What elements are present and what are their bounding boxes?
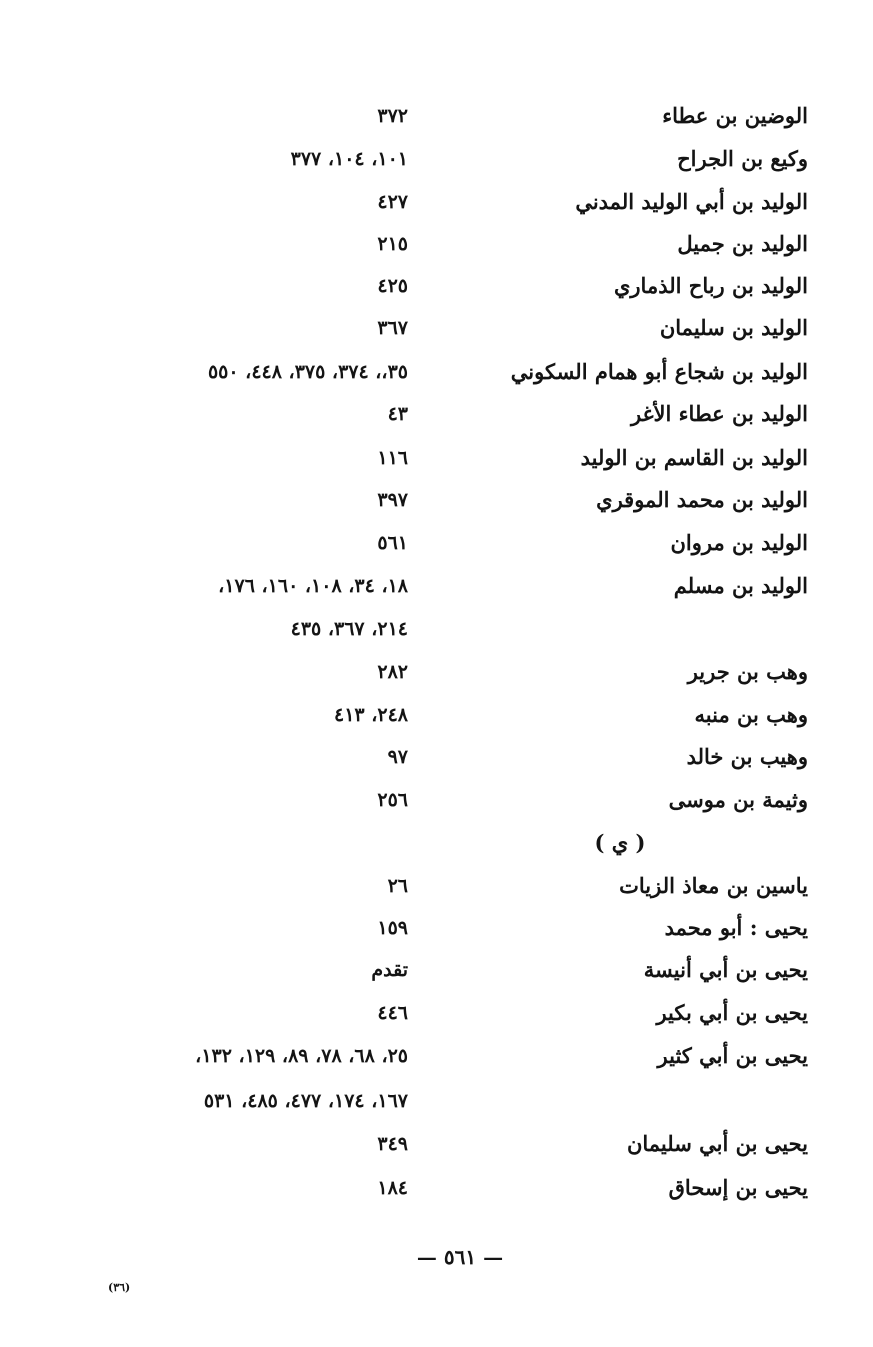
entry-name: يحيى بن إسحاق [668, 1175, 808, 1200]
entry-pages: ٢٨٢ [377, 661, 408, 683]
index-entry [0, 180, 873, 224]
entry-pages: ٤٣ [387, 403, 408, 425]
entry-name: الوليد بن رباح الذماري [613, 273, 808, 298]
entry-pages: تقدم [371, 959, 408, 981]
entry-pages: ٥٦١ [377, 532, 408, 554]
entry-name: الوليد بن مروان [670, 530, 808, 555]
entry-name: الوليد بن أبي الوليد المدني [575, 189, 808, 214]
entry-pages: ١٠١، ١٠٤، ٣٧٧ [290, 148, 408, 170]
index-entry [0, 94, 873, 138]
section-letter-heading: ( ي ) [594, 830, 646, 855]
entry-name: يحيى بن أبي كثير [657, 1043, 808, 1068]
index-entry [0, 991, 873, 1035]
index-entry [0, 650, 873, 694]
entry-pages: ١٦٧، ١٧٤، ٤٧٧، ٤٨٥، ٥٣١ [203, 1090, 408, 1112]
entry-name: وهيب بن خالد [686, 744, 808, 769]
index-entry [0, 948, 873, 992]
entry-name: يحيى : أبو محمد [664, 915, 808, 940]
entry-name: الوضين بن عطاء [662, 103, 808, 128]
entry-pages: ٣٥،، ٣٧٤، ٣٧٥، ٤٤٨، ٥٥٠ [207, 361, 408, 383]
index-entry [0, 906, 873, 950]
entry-pages: ١٨، ٣٤، ١٠٨، ١٦٠، ١٧٦، [218, 575, 408, 597]
index-entry [0, 735, 873, 779]
entry-name: الوليد بن شجاع أبو همام السكوني [510, 359, 808, 384]
entry-name: يحيى بن أبي بكير [656, 1000, 808, 1025]
entry-name: الوليد بن عطاء الأغر [630, 401, 808, 426]
index-entry [0, 521, 873, 565]
entry-pages: ٢٦ [387, 875, 408, 897]
entry-pages: ٩٧ [387, 746, 408, 768]
entry-name [478, 607, 808, 651]
entry-pages: ١٥٩ [377, 917, 408, 939]
page-number: — ٥٦١ — [416, 1245, 504, 1269]
entry-pages: ٢١٤، ٣٦٧، ٤٣٥ [290, 618, 408, 640]
entry-pages: ٣٦٧ [377, 317, 408, 339]
entry-name: يحيى بن أبي أنيسة [643, 957, 808, 982]
index-entry-continuation [0, 1079, 873, 1123]
index-entry-continuation [0, 607, 873, 651]
entry-name: يحيى بن أبي سليمان [626, 1131, 808, 1156]
index-entry [0, 1166, 873, 1210]
entry-pages: ٢٤٨، ٤١٣ [334, 704, 408, 726]
index-entry [0, 1034, 873, 1078]
entry-name: وثيمة بن موسى [668, 787, 808, 812]
entry-pages: ٤٢٧ [377, 191, 408, 213]
index-entry [0, 864, 873, 908]
index-entry [0, 478, 873, 522]
entry-name: الوليد بن مسلم [673, 573, 808, 598]
entry-name: الوليد بن محمد الموقري [596, 487, 808, 512]
index-entry [0, 222, 873, 266]
entry-pages: ١١٦ [377, 447, 408, 469]
index-entry [0, 264, 873, 308]
entry-name: وهب بن منبه [694, 702, 808, 727]
entry-pages: ٣٧٢ [377, 105, 408, 127]
entry-name: وكيع بن الجراح [677, 146, 808, 171]
entry-name: الوليد بن جميل [677, 231, 808, 256]
index-entry [0, 137, 873, 181]
entry-pages: ٢٥٦ [377, 789, 408, 811]
entry-name [478, 1079, 808, 1123]
index-entry [0, 436, 873, 480]
index-entry [0, 1122, 873, 1166]
index-entry [0, 564, 873, 608]
entry-pages: ٤٤٦ [377, 1002, 408, 1024]
entry-pages: ٣٩٧ [377, 489, 408, 511]
index-entry [0, 350, 873, 394]
index-entry [0, 306, 873, 350]
entry-pages: ٢٥، ٦٨، ٧٨، ٨٩، ١٢٩، ١٣٢، [195, 1045, 408, 1067]
index-entry [0, 693, 873, 737]
entry-pages: ١٨٤ [377, 1177, 408, 1199]
entry-name: الوليد بن القاسم بن الوليد [580, 445, 808, 470]
entry-name: ياسين بن معاذ الزيات [619, 873, 808, 898]
entry-pages: ٤٢٥ [377, 275, 408, 297]
entry-pages: ٣٤٩ [377, 1133, 408, 1155]
signature-mark: (٣٦) [108, 1281, 131, 1294]
entry-name: الوليد بن سليمان [659, 315, 808, 340]
entry-pages: ٢١٥ [377, 233, 408, 255]
index-entry [0, 392, 873, 436]
entry-name: وهب بن جرير [687, 659, 808, 684]
index-entry [0, 778, 873, 822]
